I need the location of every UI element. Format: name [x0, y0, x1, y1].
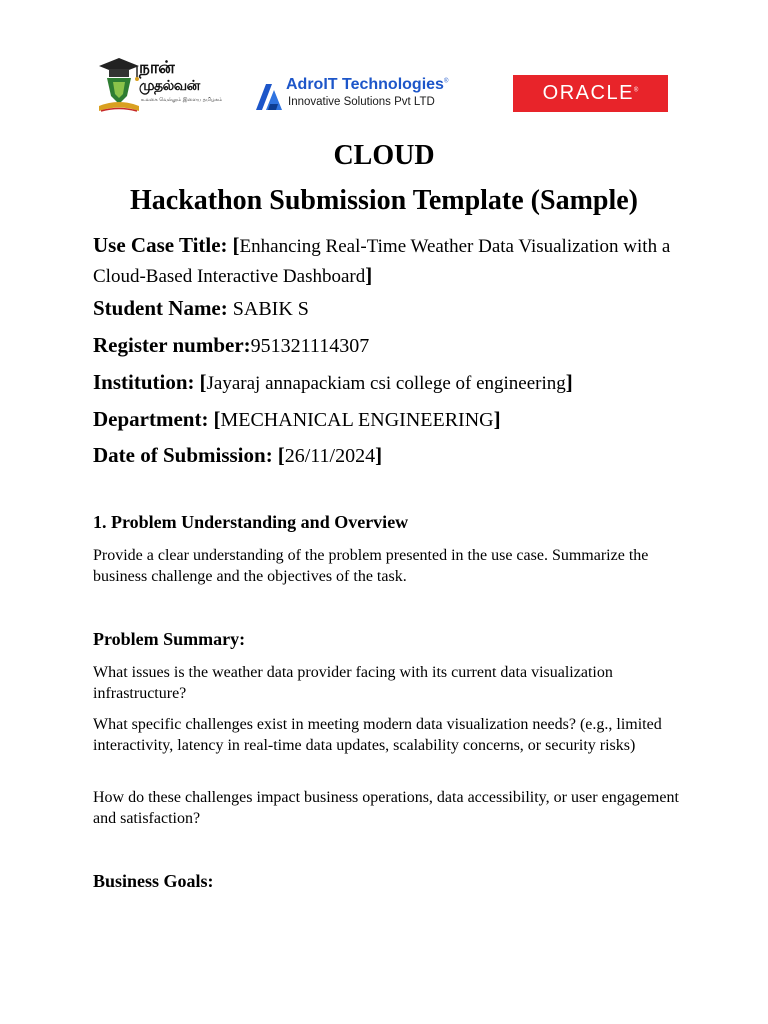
- business-goals-heading: Business Goals:: [93, 871, 214, 891]
- adroit-name: AdroIT Technologies®: [286, 76, 449, 93]
- use-case-title-value: Enhancing Real-Time Weather Data Visualization with a Cloud-Based Interactive Dashboard: [93, 236, 671, 287]
- section-1-intro: Provide a clear understanding of the problem presented in the use case. Summarize the business challenge and the objectives of the task.: [93, 547, 649, 585]
- institution-label: Institution:: [93, 370, 195, 394]
- open-bracket: [: [277, 443, 285, 467]
- register-number-field: [93, 331, 683, 360]
- naan-logo-tagline: உலகை வெல்லும் இளைய தமிழகம்: [141, 97, 223, 103]
- use-case-title-label: Use Case Title:: [93, 233, 228, 257]
- open-bracket: [: [232, 233, 240, 257]
- register-number-label: Register number:: [93, 333, 251, 357]
- date-of-submission-field: [93, 441, 683, 470]
- naan-logo-line2: முதல்வன்: [139, 78, 200, 94]
- graduation-cap-icon: [97, 56, 141, 116]
- student-name-value: SABIK S: [232, 298, 309, 320]
- problem-summary-question-2: What specific challenges exist in meeting modern data visualization needs? (e.g., limited interactivity, latency in real-time data updates, scalability concerns, or security risks): [93, 716, 662, 754]
- problem-summary-question-3: How do these challenges impact business operations, data accessibility, or user engagement and satisfaction?: [93, 789, 679, 827]
- naan-mudhalvan-logo: [97, 56, 223, 116]
- department-value: MECHANICAL ENGINEERING: [220, 409, 494, 431]
- close-bracket: ]: [365, 263, 373, 287]
- naan-logo-line1: நான்: [139, 58, 175, 78]
- department-field: [93, 405, 683, 434]
- close-bracket: ]: [493, 407, 501, 431]
- registered-mark: ®: [443, 78, 449, 85]
- document-title-cloud: CLOUD: [333, 140, 435, 171]
- open-bracket: [: [199, 370, 207, 394]
- oracle-logo: [513, 75, 668, 112]
- section-1-heading: 1. Problem Understanding and Overview: [93, 512, 409, 532]
- institution-value: Jayaraj annapackiam csi college of engineering: [206, 373, 566, 394]
- adroit-technologies-logo: [256, 76, 466, 116]
- open-bracket: [: [213, 407, 221, 431]
- department-label: Department:: [93, 407, 209, 431]
- adroit-a-icon: [256, 80, 286, 114]
- student-name-field: [93, 294, 683, 323]
- problem-summary-heading: Problem Summary:: [93, 629, 246, 649]
- use-case-title-field: [93, 231, 683, 291]
- close-bracket: ]: [565, 370, 573, 394]
- student-name-label: Student Name:: [93, 296, 228, 320]
- register-number-value: 951321114307: [250, 335, 370, 357]
- document-title: Hackathon Submission Template (Sample): [130, 185, 638, 216]
- adroit-subtitle: Innovative Solutions Pvt LTD: [288, 96, 435, 108]
- date-of-submission-label: Date of Submission:: [93, 443, 273, 467]
- registered-mark: ®: [633, 87, 639, 94]
- institution-field: [93, 368, 683, 398]
- problem-summary-question-1: What issues is the weather data provider facing with its current data visualization infrastructure?: [93, 664, 613, 702]
- date-of-submission-value: 26/11/2024: [284, 445, 376, 467]
- close-bracket: ]: [375, 443, 383, 467]
- oracle-wordmark: ORACLE®: [542, 82, 639, 104]
